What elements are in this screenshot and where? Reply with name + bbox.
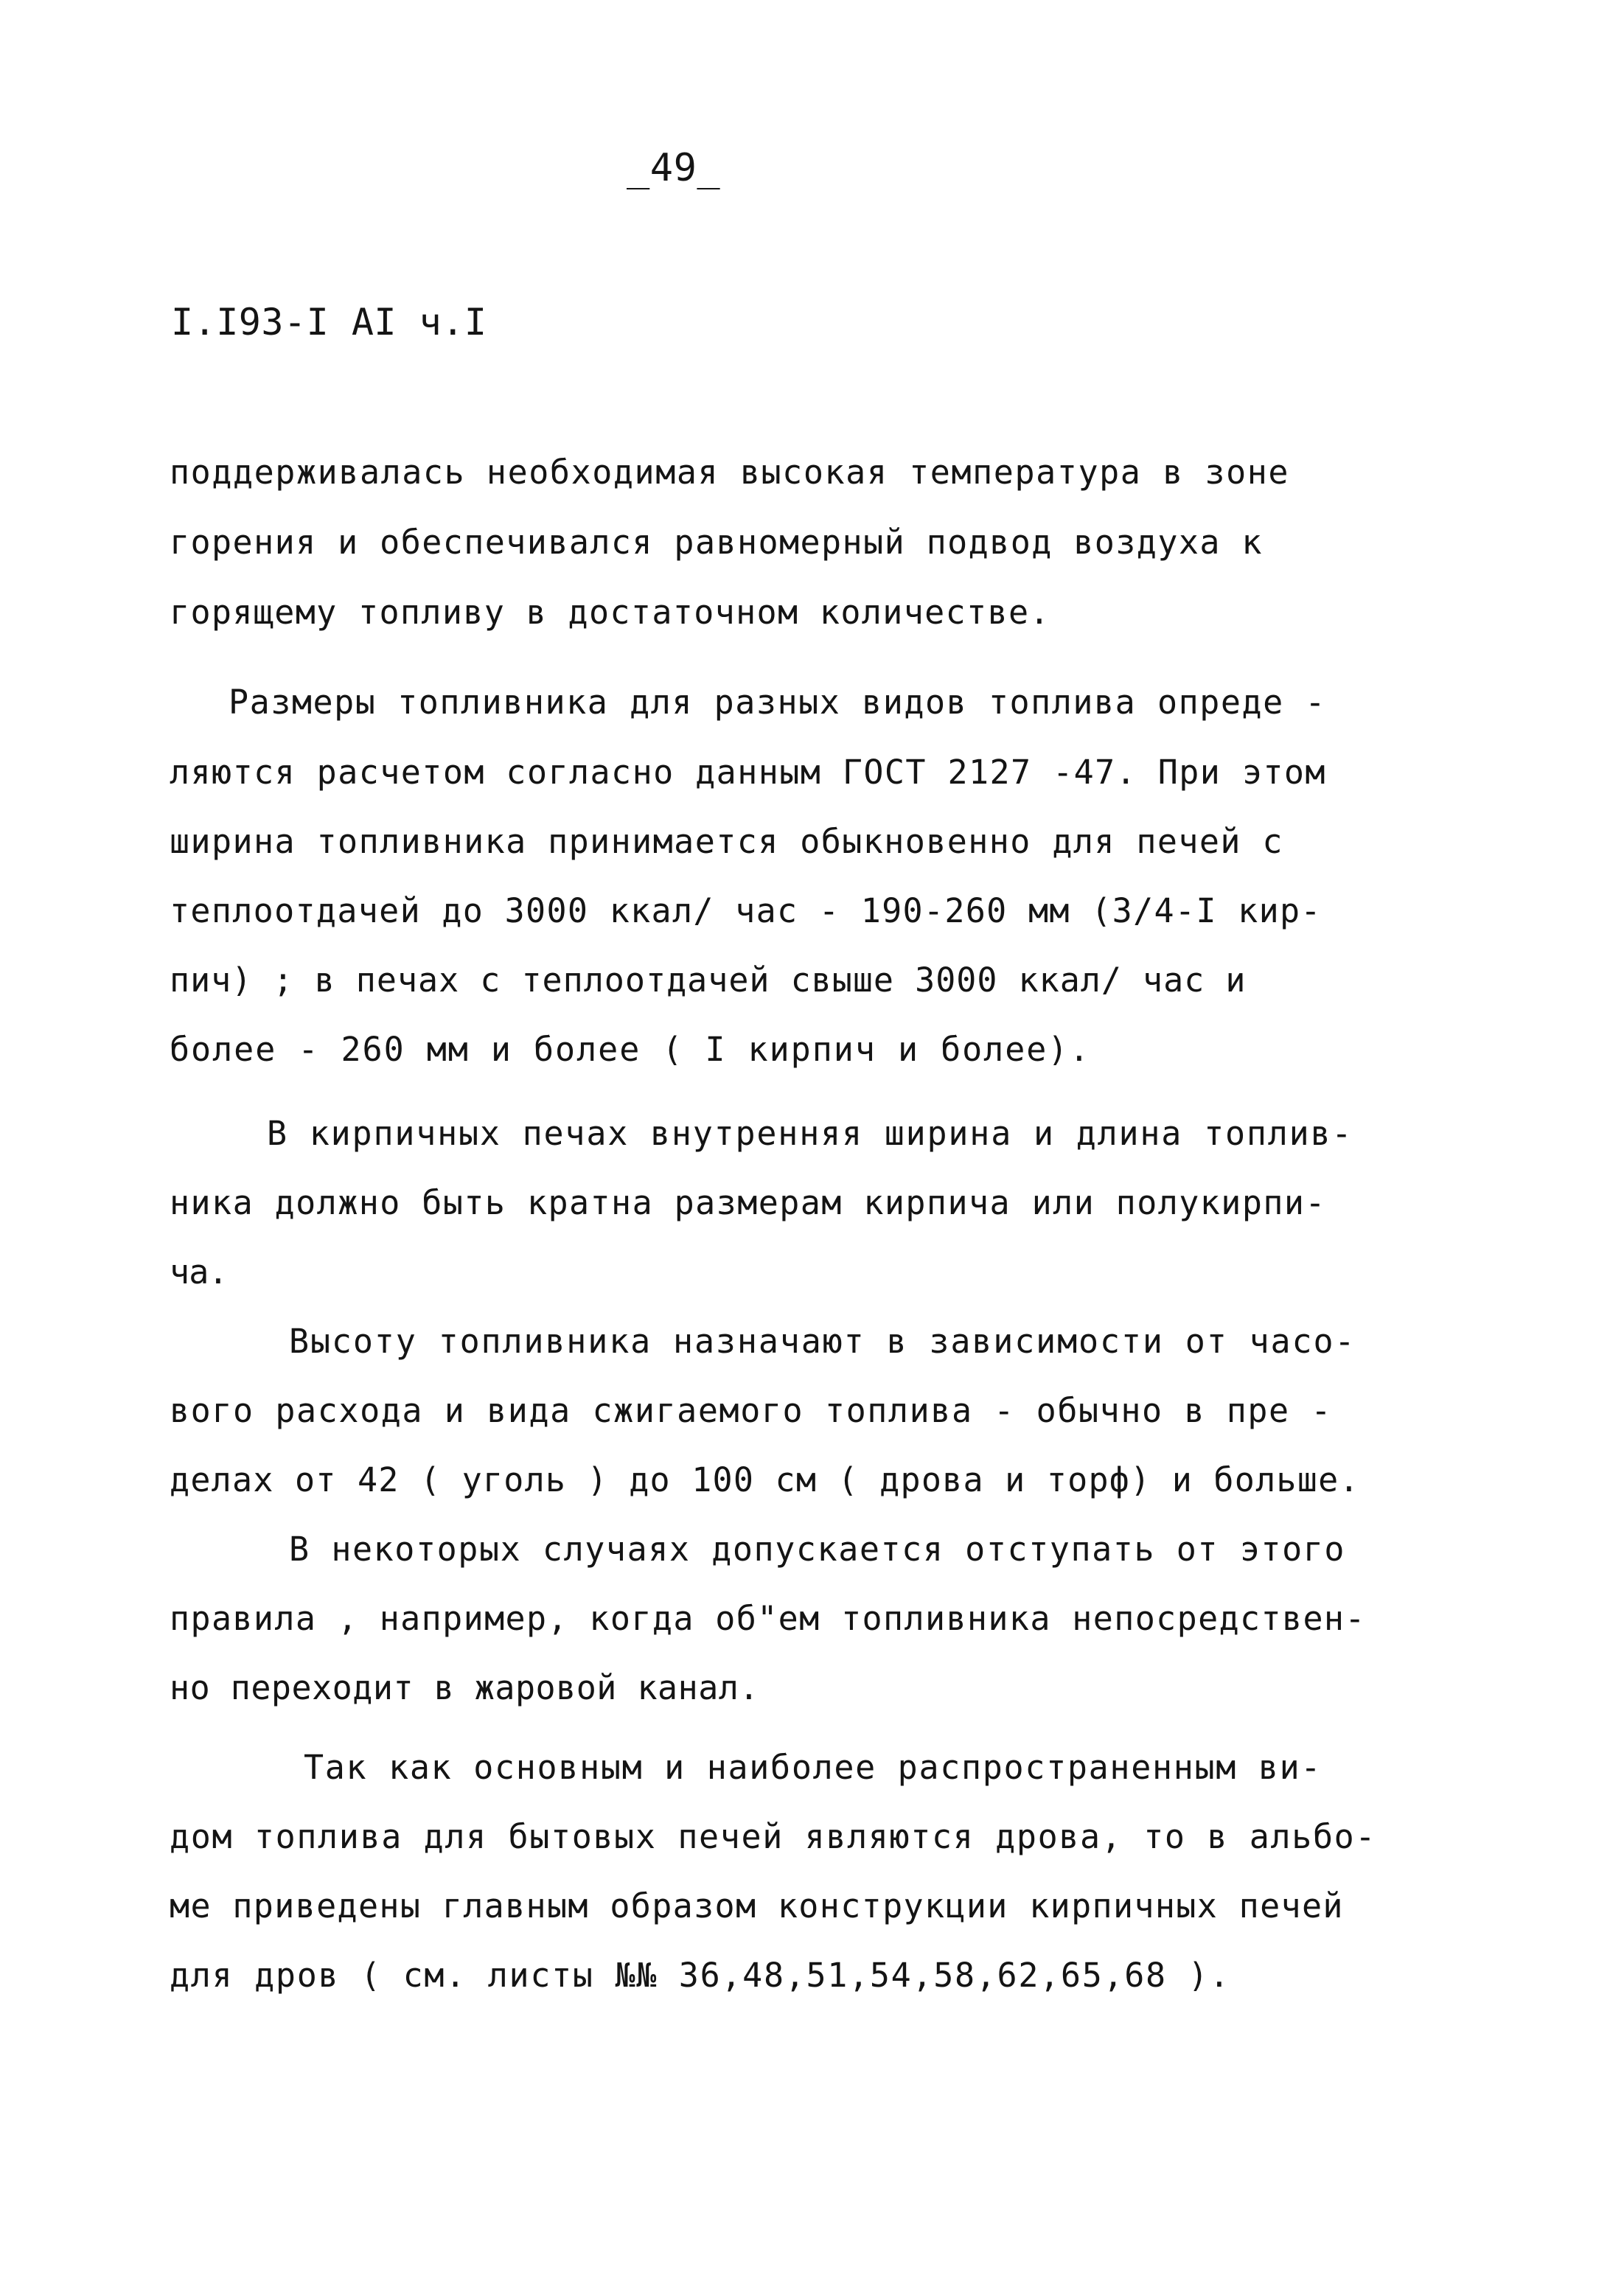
text-line: пич) ; в печах с теплоотдачей свыше 3000 ккал/ час и [170,961,1247,1000]
text-line: поддерживалась необходимая высокая температура в зоне [170,453,1290,492]
text-line: более - 260 мм и более ( I кирпич и более). [170,1030,1091,1069]
text-line: В некоторых случаях допускается отступать от этого [289,1530,1346,1569]
text-line: ширина топливника принимается обыкновенно для печей с [170,822,1283,861]
text-line: вого расхода и вида сжигаемого топлива - обычно в пре - [170,1391,1333,1430]
page-number: _49_ [627,146,721,190]
text-line: Так как основным и наиболее распространенным ви- [304,1748,1322,1787]
text-line: ме приведены главным образом конструкции кирпичных печей [170,1886,1344,1925]
document-code: I.I93-I AI ч.I [171,301,487,344]
text-line: делах от 42 ( уголь ) до 100 см ( дрова и торф) и больше. [170,1460,1360,1499]
text-line: В кирпичных печах внутренняя ширина и длина топлив- [267,1114,1353,1153]
text-line: ника должно быть кратна размерам кирпича или полукирпи- [170,1183,1326,1222]
text-line: горящему топливу в достаточном количестве. [170,593,1050,632]
text-line: дом топлива для бытовых печей являются дрова, то в альбо- [170,1817,1377,1856]
text-line: ча. [170,1252,228,1292]
text-line: для дров ( см. листы №№ 36,48,51,54,58,62,65,68 ). [170,1956,1231,1995]
text-line: ляются расчетом согласно данным ГОСТ 2127 -47. При этом [170,753,1326,792]
text-line: горения и обеспечивался равномерный подвод воздуха к [170,523,1263,562]
text-line: Размеры топливника для разных видов топлива опреде - [229,683,1327,722]
text-line: но переходит в жаровой канал. [170,1668,759,1707]
text-line: правила , например, когда об"ем топливника непосредствен- [170,1599,1366,1638]
text-line: теплоотдачей до 3000 ккал/ час - 190-260 мм (3/4-I кир- [170,891,1322,930]
text-line: Высоту топливника назначают в зависимости от часо- [289,1322,1356,1361]
